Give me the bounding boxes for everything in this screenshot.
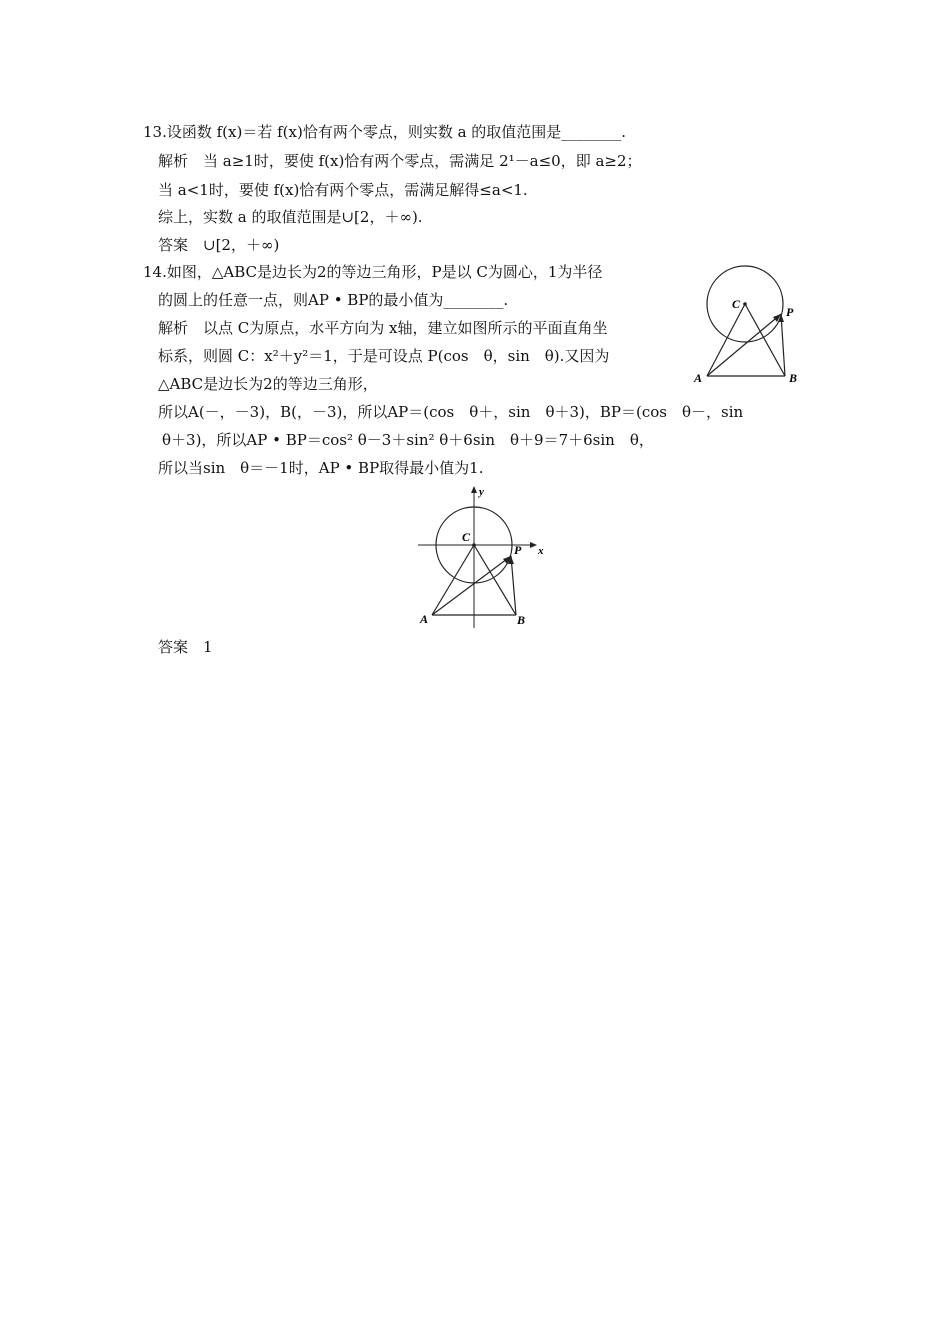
q14-stem-2: 的圆上的任意一点，则AP • BP的最小值为________. [158,291,509,309]
y-axis-arrow [471,486,477,493]
q14-analysis-5: θ＋3)，所以AP • BP＝cos² θ－3＋sin² θ＋6sin θ＋9＝7＋6sin θ， [162,431,654,449]
q14-analysis-6: 所以当sin θ＝－1时，AP • BP取得最小值为1. [158,459,484,477]
q13-stem: 13.设函数 f(x)＝若 f(x)恰有两个零点，则实数 a 的取值范围是________. [143,123,627,141]
side-ac [707,304,745,376]
vector-bp [511,556,516,615]
label-a: A [420,612,429,626]
vector-bp [781,314,785,376]
q14-analysis-4: 所以A(－，－3)，B(，－3)，所以AP＝(cos θ＋，sin θ＋3)，BP＝(cos θ－，sin [158,403,744,421]
label-c: C [732,297,741,311]
q13-analysis-1: 解析 当 a≥1时，要使 f(x)恰有两个零点，需满足 2¹－a≤0，即 a≥2； [158,152,642,170]
point-c [743,302,747,306]
label-a: A [694,371,703,385]
vector-ap [432,556,511,615]
label-b: B [517,613,526,627]
q13-answer: 答案 ∪[2，＋∞) [158,236,280,254]
coordinate-figure [410,483,555,633]
label-x: x [538,545,544,557]
q14-answer: 答案 1 [158,638,213,656]
x-axis-arrow [530,542,537,548]
q13-analysis-3: 综上，实数 a 的取值范围是∪[2，＋∞). [158,208,423,226]
q13-analysis-2: 当 a<1时，要使 f(x)恰有两个零点，需满足解得≤a<1. [158,181,528,199]
label-b: B [789,371,798,385]
side-ac [432,545,474,615]
label-c: C [462,530,471,544]
side-bc [474,545,516,615]
label-p: P [786,305,794,319]
triangle-circle-figure [690,258,820,393]
q14-analysis-2: 标系，则圆 C：x²＋y²＝1，于是可设点 P(cos θ，sin θ).又因为 [158,347,610,365]
label-y: y [479,486,484,498]
vector-ap [707,314,781,376]
q14-stem-1: 14.如图，△ABC是边长为2的等边三角形，P是以 C为圆心，1为半径 [143,263,603,281]
q14-analysis-1: 解析 以点 C为原点，水平方向为 x轴，建立如图所示的平面直角坐 [158,319,608,337]
point-c [472,543,476,547]
label-p: P [514,543,522,557]
q14-analysis-3: △ABC是边长为2的等边三角形， [158,375,378,393]
